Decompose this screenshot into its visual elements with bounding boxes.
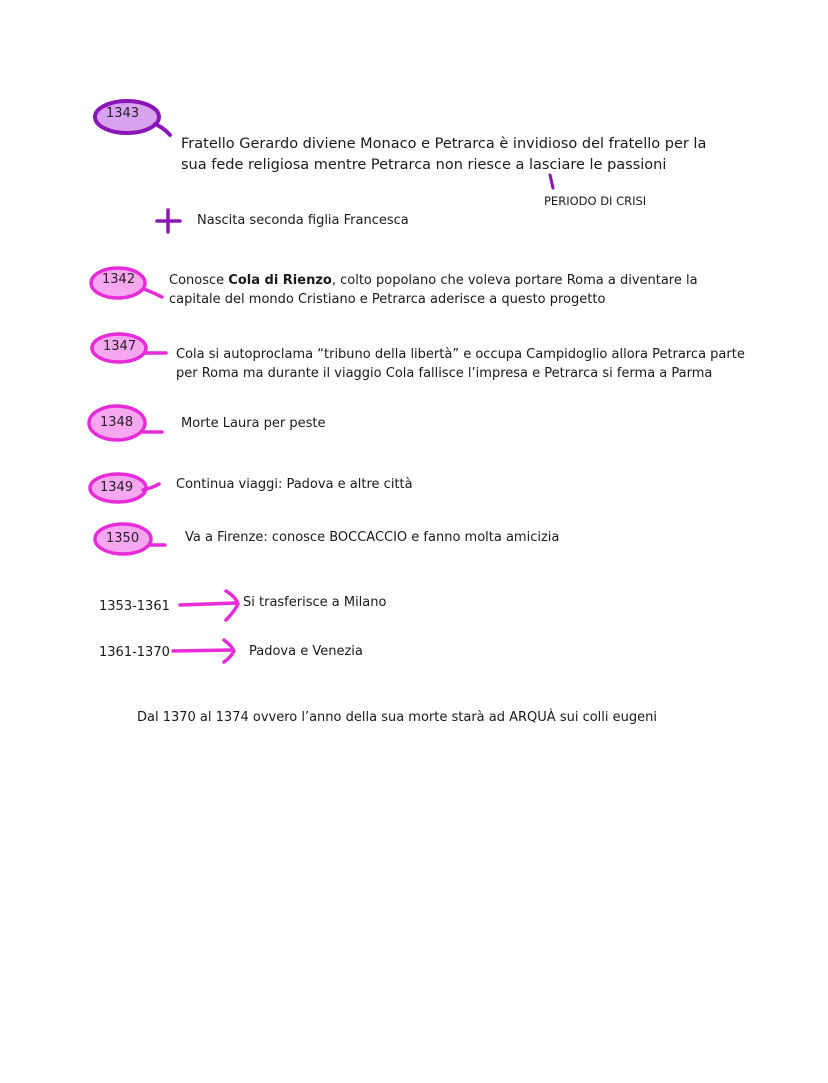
entry-1342-pre: Conosce [169,273,229,288]
year-1343-label: 1343 [106,106,140,121]
year-1350-label: 1350 [106,531,140,546]
entry-1347-line2: per Roma ma durante il viaggio Cola fallisce l’impresa e Petrarca si ferma a Parma [176,366,713,381]
entry-1342-line1 [169,271,698,290]
entry-1343-line2: sua fede religiosa mentre Petrarca non riesce a lasciare le passioni [181,157,667,173]
range-1353-year: 1353-1361 [99,599,170,614]
entry-1343-line1: Fratello Gerardo diviene Monaco e Petrarca è invidioso del fratello per la [181,136,707,152]
entry-1350-text: Va a Firenze: conosce BOCCACCIO e fanno molta amicizia [185,530,560,545]
year-1348-label: 1348 [100,415,134,430]
range-1361-year: 1361-1370 [99,645,170,660]
entry-1342-bold: Cola di Rienzo [228,273,332,288]
entry-1347-line1: Cola si autoproclama “tribuno della libertà” e occupa Campidoglio allora Petrarca parte [176,347,745,362]
range-1353-text: Si trasferisce a Milano [243,595,387,610]
arrow-1361 [173,640,234,662]
crisi-tick [550,175,553,188]
plus-entry-text: Nascita seconda figlia Francesca [197,213,409,228]
crisi-note: PERIODO DI CRISI [544,194,647,208]
closing-text: Dal 1370 al 1374 ovvero l’anno della sua morte starà ad ARQUÀ sui colli eugeni [137,710,657,725]
entry-1342-line2: capitale del mondo Cristiano e Petrarca aderisce a questo progetto [169,292,606,307]
entry-1348-text: Morte Laura per peste [181,416,326,431]
entry-1349-text: Continua viaggi: Padova e altre città [176,477,413,492]
entry-1342-post: , colto popolano che voleva portare Roma a diventare la [331,273,698,288]
year-1342-label: 1342 [102,272,136,287]
year-1347-label: 1347 [103,339,137,354]
year-1349-label: 1349 [100,480,134,495]
arrow-1353 [180,591,238,620]
plus-icon [157,210,180,232]
range-1361-text: Padova e Venezia [249,644,363,659]
